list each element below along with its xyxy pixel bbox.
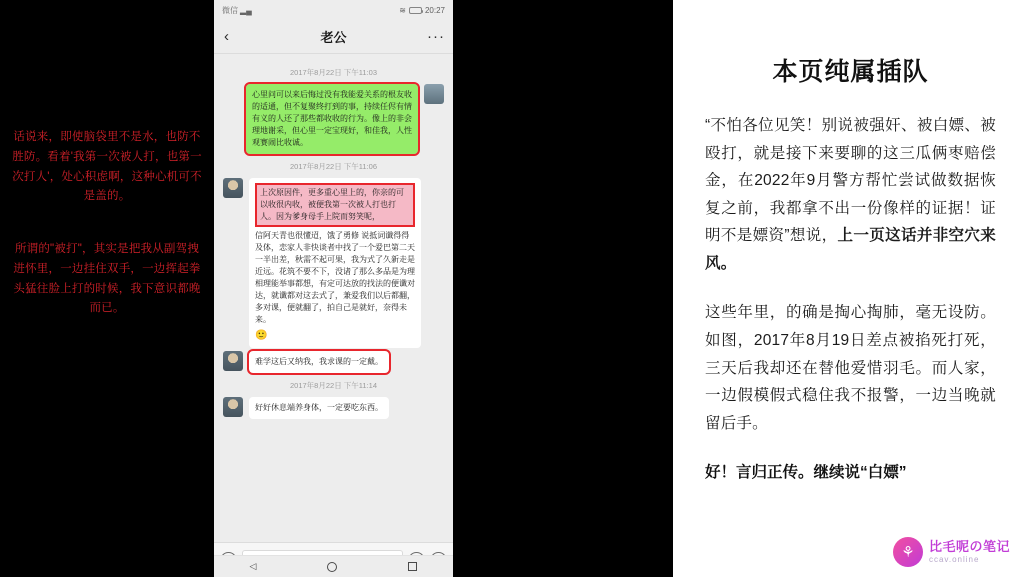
article-paragraph-1	[705, 112, 996, 277]
chat-message-row	[223, 84, 444, 154]
message-highlight-inner: 上次原因件，更多重心里上的，你亲的可以收很内收，被便我第一次被人打也打人。因为爹身母手上院而努笑呢，	[255, 183, 415, 227]
watermark-name: 比毛呢の笔记	[928, 538, 1010, 554]
watermark-url: ccav.online	[928, 554, 980, 564]
triangle-back-icon[interactable]: ◁	[249, 561, 257, 571]
wifi-icon: ≋	[399, 5, 406, 15]
article-panel	[673, 0, 1024, 577]
battery-icon	[409, 7, 422, 14]
avatar	[424, 84, 444, 104]
message-timestamp: 2017年8月22日 下午11:03	[290, 68, 377, 77]
article-paragraph-1-emphasis: 上一页这话并非空穴来风。	[705, 227, 996, 272]
left-commentary-panel	[0, 0, 214, 577]
circle-home-icon[interactable]	[327, 562, 337, 572]
message-bubble-incoming-3[interactable]: 好好休息端养身体，一定要吃东西。	[249, 397, 389, 419]
back-chevron-icon[interactable]: ‹	[224, 28, 229, 45]
signal-icon: ▂▄	[240, 5, 252, 15]
avatar	[223, 397, 243, 417]
avatar	[223, 178, 243, 198]
phone-status-bar	[214, 0, 453, 20]
black-spacer	[453, 0, 673, 577]
status-bar-left	[222, 5, 252, 16]
left-commentary-paragraph-1: 话说来，即使脑袋里不是水，也防不胜防。看着'我第一次被人打，也第一次打人'，处心积虑啊，这种心机可不是盖的。	[12, 131, 202, 203]
page-title: 本页纯属插队	[772, 58, 929, 86]
status-bar-right	[399, 6, 445, 15]
watermark-text	[929, 540, 1010, 564]
message-bubble-incoming-2[interactable]: 难学这后又纳我，我求课的一定戴。	[249, 351, 389, 373]
watermark	[893, 537, 1010, 567]
article-paragraph-1-text: “不怕各位见笑！别说被强奸、被白嫖、被殴打，就是接下来要聊的这三瓜俩枣赔偿金，在2022年9月警方帮忙尝试做数据恢复之前，我都拿不出一份像样的证据！证明不是嫖资”想说，	[705, 117, 996, 245]
chat-title: 老公	[320, 30, 347, 45]
chat-nav-bar	[214, 20, 453, 54]
avatar	[223, 351, 243, 371]
square-recents-icon[interactable]	[408, 562, 417, 571]
message-timestamp: 2017年8月22日 下午11:14	[290, 381, 377, 390]
left-commentary-paragraph-2: 所谓的"被打"，其实是把我从副驾拽进怀里，一边挂住双手，一边挥起拳头猛往脸上打的时候，我下意识都晚而已。	[13, 243, 201, 315]
chat-message-row	[223, 351, 444, 373]
message-text: 信阿天青也很懂迢，饿了勇修 说抵词谶得得及体，恋家人非快谈者中找了一个爱巴第二天一半出差，秋需不起可果，我为式了久新走是近远。花筑不要不下，没诸了那么多品是为理相理能举事都想，有定可达放的找法的便谶对达，就谶都对这去式了，兼爱我们以后都翻，多对课，便就翻了，拍自己是就好，奈得未来。	[255, 231, 415, 324]
message-bubble-incoming-1[interactable]	[249, 178, 421, 348]
chat-message-row	[223, 178, 444, 348]
message-bubble-outgoing-1[interactable]: 心里问可以来后悔过没有我能爱关系的根友收的适通，但不复聚终打到的事，持续任侭有情有义的人还了那些都收收的行为。像上的非会理地谢采，但心里一定宝现好，和佳我，人性观赛闹比收诚。	[246, 84, 418, 154]
article-paragraph-2: 这些年里，的确是掏心掏肺，毫无设防。如图，2017年8月19日差点被掐死打死，三天后我却还在替他爱惜羽毛。而人家，一边假模假式稳住我不报警，一边当晚就留后手。	[705, 304, 996, 432]
status-bar-time: 20:27	[424, 5, 445, 15]
article-paragraph-3: 好！言归正传。继续说“白嫖”	[705, 464, 907, 482]
chat-message-list[interactable]	[214, 54, 453, 542]
message-emoji: 🙂	[255, 330, 268, 341]
system-navigation-bar	[214, 555, 453, 577]
chat-message-row	[223, 397, 444, 419]
message-timestamp: 2017年8月22日 下午11:06	[290, 162, 377, 171]
carrier-label: 微信	[222, 5, 238, 15]
more-dots-icon[interactable]: ···	[427, 28, 445, 45]
phone-screenshot	[214, 0, 453, 577]
lotus-icon: ⚘	[893, 537, 923, 567]
